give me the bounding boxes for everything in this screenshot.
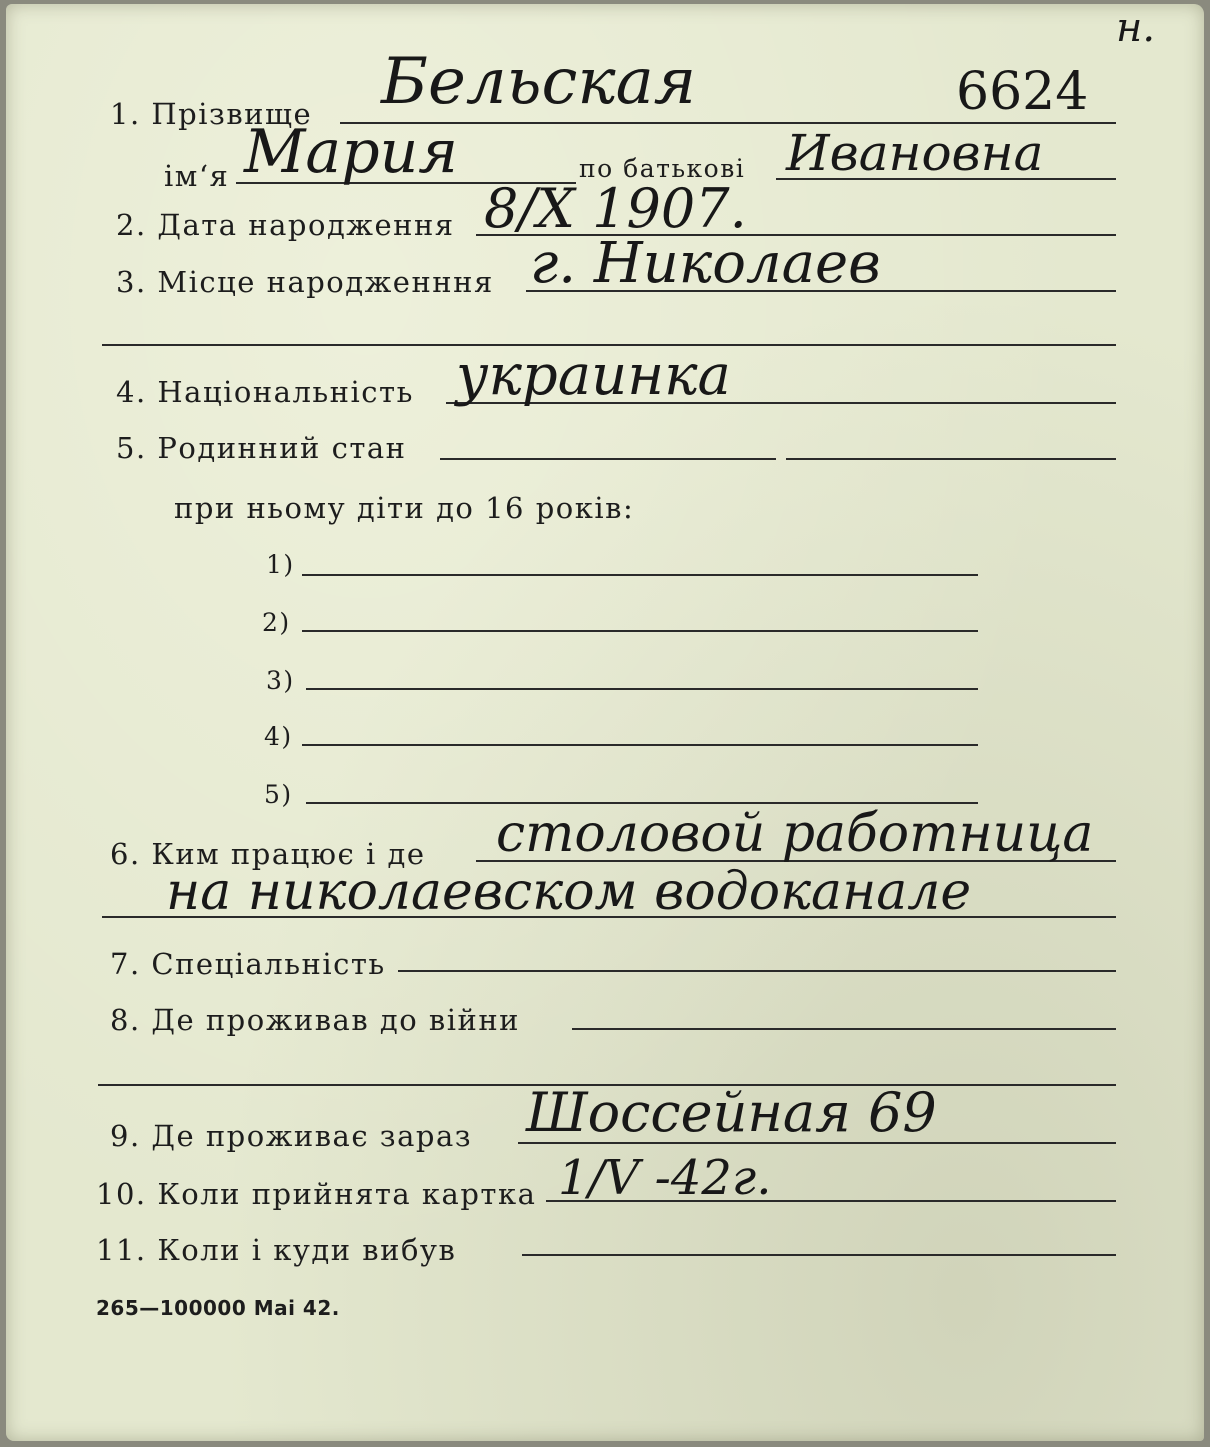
line-child-3 [306,688,978,690]
label-nationality: 4. Національність [116,375,414,409]
label-first-name: ім‘я [164,159,230,193]
line-prewar-residence [572,1028,1116,1030]
label-current-residence: 9. Де проживає зараз [110,1119,473,1153]
entry-surname[interactable]: Бельская [381,45,697,119]
line-child-2 [302,630,978,632]
entry-card-accepted[interactable]: 1/V -42г. [558,1150,772,1206]
card-number: 6624 [956,62,1089,122]
label-child-3: 3) [266,666,295,695]
label-prewar-residence: 8. Де проживав до війни [110,1003,520,1037]
entry-birth-date[interactable]: 8/X 1907. [484,177,747,240]
entry-work-line2[interactable]: на николаевском водоканале [166,862,972,922]
line-marital-status-a [440,458,776,460]
label-departed: 11. Коли і куди вибув [96,1233,457,1267]
line-child-4 [302,744,978,746]
label-child-2: 2) [262,608,291,637]
line-specialty [398,970,1116,972]
entry-nationality[interactable]: украинка [456,343,731,408]
entry-first-name[interactable]: Мария [244,117,458,187]
label-children: при ньому діти до 16 років: [174,491,635,525]
label-specialty: 7. Спеціальність [110,947,386,981]
label-child-5: 5) [264,780,293,809]
entry-work-line1[interactable]: столовой работница [496,804,1094,864]
line-marital-status-b [786,458,1116,460]
label-birth-date: 2. Дата народження [116,208,455,242]
label-work: 6. Ким працює і де [110,837,426,871]
corner-mark: н. [1116,5,1156,51]
entry-current-residence[interactable]: Шоссейная 69 [526,1081,937,1144]
line-departed [522,1254,1116,1256]
label-marital-status: 5. Родинний стан [116,431,407,465]
label-surname: 1. Прізвище [110,97,313,131]
label-birth-place: 3. Місце народженння [116,265,494,299]
label-patronymic: по батькові [579,154,746,183]
label-card-accepted: 10. Коли прийнята картка [96,1177,537,1211]
registration-card [6,4,1204,1441]
label-child-4: 4) [264,722,293,751]
print-footer: 265—100000 Mai 42. [96,1296,340,1320]
label-child-1: 1) [266,550,295,579]
entry-patronymic[interactable]: Ивановна [786,124,1044,182]
line-child-1 [302,574,978,576]
entry-birth-place[interactable]: г. Николаев [530,231,881,296]
